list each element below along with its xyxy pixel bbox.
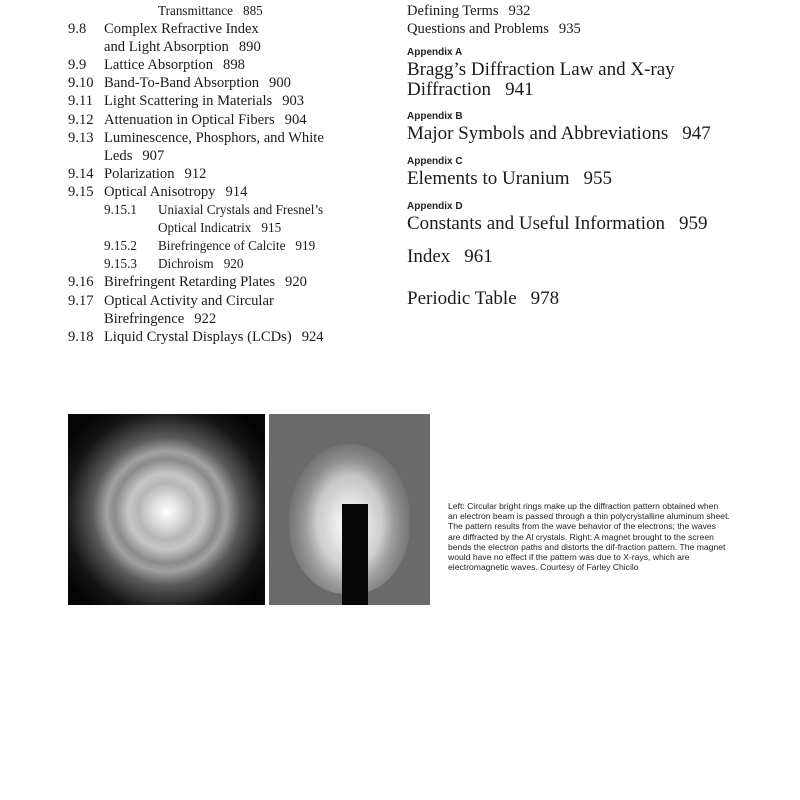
figure-caption: Left: Circular bright rings make up the diffraction pattern obtained when an electron beam is passed through a thin polycrystalline aluminum sheet. The pattern results from the wave behavior of the electrons; the waves are diffracted by the Al crystals. Right: A magnet brought to the screen bends the electron paths and distorts the dif-fraction pattern. The magnet would have no effect if the pattern was due to X-rays, which are electromagnetic waves. Courtesy of Farley Chicilo [448, 501, 730, 573]
appendix-d-label: Appendix D [407, 201, 463, 213]
diffraction-photos [68, 414, 430, 605]
toc-number: 9.8 [68, 21, 87, 38]
toc-continuation [68, 2, 388, 20]
toc-page: 914 [225, 183, 248, 200]
toc-page: 898 [223, 57, 245, 74]
appendix-a-title: Bragg’s Diffraction Law and X-ray Diffraction 941 [407, 59, 675, 101]
toc-page: 900 [269, 75, 291, 92]
toc-text: Birefringence of Calcite 919 [158, 238, 316, 254]
toc-text: Optical Anisotropy 914 [104, 183, 248, 200]
magnet-silhouette [342, 504, 368, 605]
toc-number: 9.11 [68, 93, 93, 110]
toc-entry-9-18 [68, 328, 388, 346]
toc-page: 907 [142, 147, 165, 164]
toc-page: 890 [238, 39, 261, 56]
toc-entry-9-15 [68, 183, 388, 201]
toc-number: 9.17 [68, 292, 94, 309]
toc-entry-9-15-3 [68, 255, 388, 273]
toc-entry-9-10 [68, 74, 388, 92]
toc-number: 9.15.1 [104, 202, 137, 218]
toc-page: 912 [184, 165, 207, 182]
toc-text: Lattice Absorption 898 [104, 57, 245, 74]
appendix-b-title: Major Symbols and Abbreviations 947 [407, 123, 711, 145]
toc-text: Dichroism 920 [158, 256, 244, 272]
toc-page: 904 [284, 111, 307, 128]
toc-number: 9.15 [68, 183, 94, 200]
toc-right-column [407, 2, 787, 309]
appendix-c-title: Elements to Uranium 955 [407, 168, 613, 190]
toc-entry-9-11 [68, 92, 388, 110]
toc-entry-9-16 [68, 273, 388, 291]
toc-number: 9.12 [68, 111, 94, 128]
toc-text: Uniaxial Crystals and Fresnel’s Optical Indicatrix 915 [158, 202, 324, 236]
toc-defining-terms: Defining Terms 932 [407, 3, 531, 19]
diffraction-rings-photo [68, 414, 265, 605]
toc-number: 9.18 [68, 328, 94, 345]
toc-number: 9.13 [68, 129, 94, 146]
toc-entry-9-8 [68, 20, 388, 56]
toc-entry-9-9 [68, 56, 388, 74]
toc-text: Luminescence, Phosphors, and White Leds 907 [104, 129, 324, 164]
toc-text: Optical Activity and Circular Birefringence 922 [104, 292, 274, 327]
toc-number: 9.9 [68, 57, 87, 74]
toc-number: 9.14 [68, 165, 94, 182]
appendix-a-label: Appendix A [407, 47, 463, 59]
distorted-diffraction-photo [269, 414, 430, 605]
toc-entry-9-17 [68, 292, 388, 328]
toc-page: 920 [285, 274, 307, 291]
toc-page: 924 [301, 328, 324, 345]
appendix-d-title: Constants and Useful Information 959 [407, 213, 708, 235]
toc-entry-9-14 [68, 165, 388, 183]
toc-entry-9-13 [68, 129, 388, 165]
toc-text: Light Scattering in Materials 903 [104, 93, 305, 110]
toc-text: Band-To-Band Absorption 900 [104, 75, 291, 92]
toc-entry-9-15-2 [68, 237, 388, 255]
toc-periodic-table: Periodic Table 978 [407, 288, 560, 310]
toc-entry-9-12 [68, 111, 388, 129]
toc-page: 919 [295, 238, 316, 254]
toc-questions: Questions and Problems 935 [407, 21, 581, 38]
toc-entry-9-15-1 [68, 201, 388, 237]
toc-number: 9.15.2 [104, 238, 137, 254]
toc-page: 920 [223, 256, 244, 272]
toc-number: 9.15.3 [104, 256, 137, 272]
toc-number: 9.16 [68, 274, 94, 291]
toc-text: Attenuation in Optical Fibers 904 [104, 111, 307, 128]
toc-index: Index 961 [407, 246, 493, 268]
toc-text: Birefringent Retarding Plates 920 [104, 274, 307, 291]
toc-left-column [68, 2, 388, 346]
toc-page: 915 [261, 220, 282, 236]
toc-number: 9.10 [68, 75, 94, 92]
toc-text: Transmittance [158, 3, 233, 18]
toc-text: Complex Refractive Index and Light Absorption 890 [104, 21, 261, 56]
toc-text: Polarization 912 [104, 165, 207, 182]
toc-text: Liquid Crystal Displays (LCDs) 924 [104, 328, 324, 345]
toc-page: 903 [282, 93, 305, 110]
appendix-c-label: Appendix C [407, 156, 463, 168]
toc-page: 922 [194, 310, 217, 327]
toc-page: 885 [242, 3, 263, 18]
appendix-b-label: Appendix B [407, 111, 463, 123]
